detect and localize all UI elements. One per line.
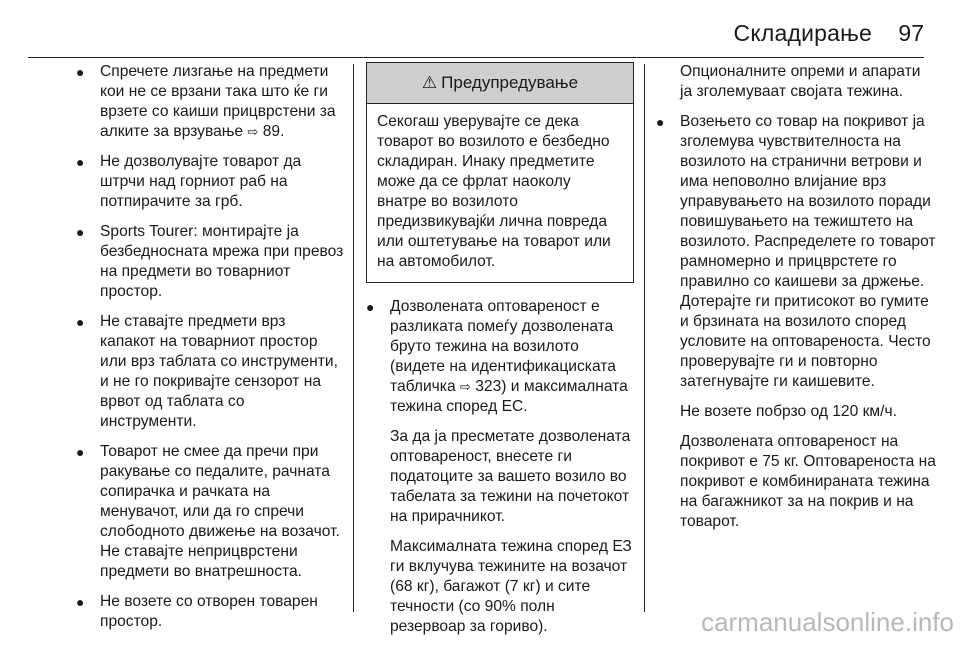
warning-header bbox=[367, 63, 633, 104]
bullet-icon: ● bbox=[76, 444, 85, 460]
page-reference-icon: ⇨ bbox=[247, 124, 259, 139]
column-2 bbox=[366, 62, 634, 647]
page-reference[interactable]: 323 bbox=[475, 378, 502, 395]
bullet-icon: ● bbox=[76, 224, 85, 240]
list-item: ● Sports Tourer: монтирајте ја безбедносната мрежа при превоз на предмети во товарниот простор. bbox=[76, 223, 344, 300]
watermark: carmanualsonline.info bbox=[701, 607, 954, 637]
warning-title: Предупредување bbox=[441, 73, 579, 92]
paragraph: За да ја пресметате дозволената оптовареност, внесете ги податоците за вашето возило во табелата за тежини на почетокот на прирачникот. bbox=[390, 428, 631, 525]
column-1 bbox=[76, 62, 344, 642]
list-item bbox=[656, 112, 936, 532]
list-item: ● Не возете со отворен товарен простор. bbox=[76, 593, 318, 630]
warning-box bbox=[366, 62, 634, 283]
bullet-icon: ● bbox=[76, 314, 85, 330]
paragraph: Максималната тежина според ЕЗ ги вклучува тежините на возачот (68 кг), багажот (7 кг) и сите течности (со 90% полн резервоар за гориво). bbox=[390, 538, 632, 635]
paragraph: Дозволената оптовареност на покривот е 75 кг. Оптовареноста на покривот е комбинираната тежина на багажникот за на покрив и на товарот. bbox=[680, 433, 936, 530]
header-rule bbox=[28, 57, 924, 58]
bullet-icon: ● bbox=[76, 64, 85, 80]
bullet-list bbox=[366, 297, 634, 637]
list-item: ● Не дозволувајте товарот да штрчи над горниот раб на потпирачите за грб. bbox=[76, 153, 302, 210]
list-item: ● Товарот не смее да пречи при ракување со педалите, рачната сопирачка и рачката на менувачот, или да го спречи слободното движење на возачот. Не ставајте неприцврстени предмети во внатрешноста. bbox=[76, 443, 340, 580]
list-item: ● Спречете лизгање на предмети кои не се врзани така што ќе ги врзете со каиши прицврстени за алките за врзување ⇨ 89. bbox=[76, 63, 336, 140]
paragraph: Опционалните опреми и апарати ја зголемуваат својата тежина. bbox=[680, 63, 921, 100]
warning-text: Секогаш уверувајте се дека товарот во возилото е безбедно складиран. Инаку предметите може да се фрлат наоколу внатре во возилото предизвикувајќи лична повреда или оштетување на товарот или на автомобилот. bbox=[377, 113, 611, 270]
warning-triangle-icon: ⚠ bbox=[421, 73, 438, 92]
bullet-icon: ● bbox=[656, 114, 665, 130]
page-reference-icon: ⇨ bbox=[460, 379, 471, 394]
list-item: ● Дозволената оптовареност е разликата помеѓу дозволената бруто тежина на возилото (видете на идентификациската табличка ⇨ 323) и максималната тежина според ЕС. За да ја пресметате дозволената оптовареност, внесете ги податоците за вашето возило во табелата за тежини на почетокот на прирачникот. Максималната тежина според ЕЗ ги вклучува тежините на возачот (68 кг), багажот (7 кг) и сите течности (со 90% полн резервоар за гориво). bbox=[366, 297, 634, 637]
page-header bbox=[0, 0, 960, 57]
column-3 bbox=[656, 62, 936, 542]
bullet-icon: ● bbox=[76, 594, 85, 610]
column-divider-right bbox=[644, 64, 645, 612]
column-divider-left bbox=[353, 64, 354, 612]
bullet-icon: ● bbox=[366, 299, 375, 315]
list-item: ● Не ставајте предмети врз капакот на товарниот простор или врз таблата со инструменти, и не го покривајте сензорот на врвот од таблата со инструменти. bbox=[76, 313, 338, 430]
page-number: 97 bbox=[898, 20, 924, 46]
bullet-list bbox=[76, 62, 344, 632]
bullet-list bbox=[656, 112, 936, 532]
paragraph: Не возете побрзо од 120 км/ч. bbox=[680, 403, 897, 420]
section-title: Складирање bbox=[733, 20, 872, 46]
page-reference[interactable]: 89 bbox=[262, 123, 281, 140]
bullet-icon: ● bbox=[76, 154, 85, 170]
paragraph: Возењето со товар на покривот ја зголемува чувствителноста на возилото на странични ветрови и има неповолно влијание врз управувањето на возилото поради повишувањето на тежиштето на возилото. Распределете го товарот рамномерно и прицврстете го правилно со каишеви за држење. Дотерајте ги притисокот во гумите и брзината на возилото според условите на оптовареноста. Често проверувајте ги и повторно затегнувајте ги каишевите. bbox=[680, 113, 936, 390]
